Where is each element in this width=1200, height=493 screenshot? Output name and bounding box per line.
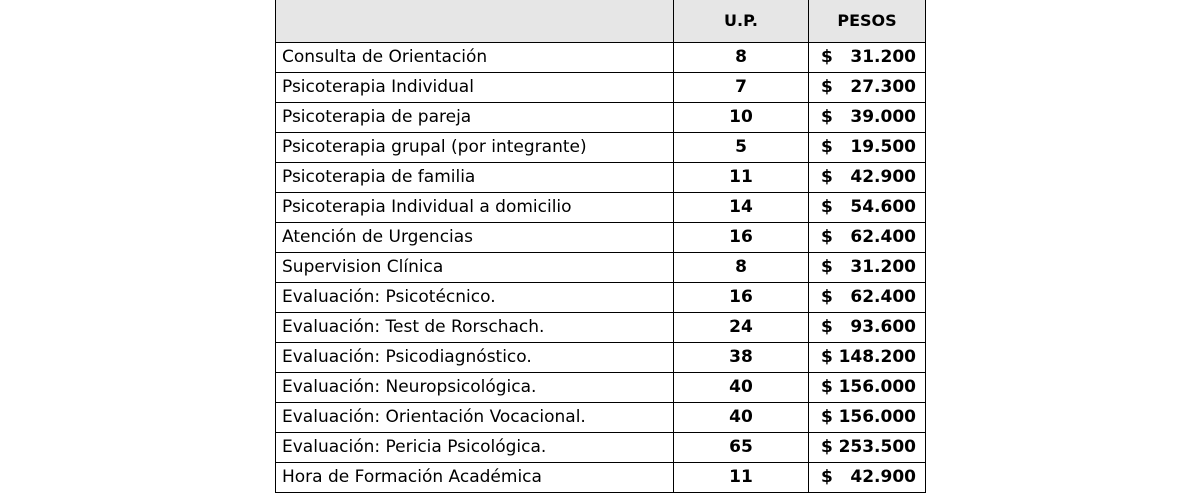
price-amount: 156.000 [838,407,916,427]
pesos-value-cell [809,103,926,133]
service-name-cell: Atención de Urgencias [276,223,674,253]
money-value [821,223,916,252]
price-amount: 148.200 [838,347,916,367]
pesos-value-cell [809,283,926,313]
service-name-cell: Psicoterapia Individual [276,73,674,103]
price-amount: 253.500 [838,437,916,457]
service-name-cell: Evaluación: Test de Rorschach. [276,313,674,343]
price-table [275,0,926,493]
price-amount: 31.200 [850,257,916,277]
money-value [821,373,916,402]
service-name-cell: Evaluación: Orientación Vocacional. [276,403,674,433]
currency-symbol: $ [821,167,833,187]
currency-symbol: $ [821,287,833,307]
pesos-value-cell [809,373,926,403]
money-value [821,433,916,462]
currency-symbol: $ [821,107,833,127]
table-row [276,103,926,133]
price-amount: 39.000 [850,107,916,127]
up-value-cell: 7 [674,73,809,103]
service-name-cell: Psicoterapia grupal (por integrante) [276,133,674,163]
currency-symbol: $ [821,407,833,427]
pesos-value-cell [809,133,926,163]
pesos-value-cell [809,163,926,193]
table-row [276,463,926,493]
money-value [821,193,916,222]
table-row [276,403,926,433]
table-row [276,373,926,403]
service-name-cell: Consulta de Orientación [276,43,674,73]
up-value-cell: 38 [674,343,809,373]
currency-symbol: $ [821,47,833,67]
pesos-value-cell [809,193,926,223]
header-row [276,0,926,43]
header-pesos: PESOS [809,0,926,43]
pesos-value-cell [809,313,926,343]
money-value [821,343,916,372]
money-value [821,163,916,192]
currency-symbol: $ [821,77,833,97]
pesos-value-cell [809,73,926,103]
currency-symbol: $ [821,227,833,247]
pesos-value-cell [809,43,926,73]
table-row [276,133,926,163]
pesos-value-cell [809,463,926,493]
table-row [276,163,926,193]
money-value [821,463,916,492]
price-amount: 62.400 [850,227,916,247]
up-value-cell: 40 [674,373,809,403]
table-body [276,43,926,493]
table-row [276,253,926,283]
table-row [276,193,926,223]
table-row [276,283,926,313]
up-value-cell: 11 [674,463,809,493]
up-value-cell: 5 [674,133,809,163]
service-name-cell: Evaluación: Psicodiagnóstico. [276,343,674,373]
price-amount: 19.500 [850,137,916,157]
currency-symbol: $ [821,137,833,157]
service-name-cell: Hora de Formación Académica [276,463,674,493]
currency-symbol: $ [821,197,833,217]
table-row [276,73,926,103]
money-value [821,253,916,282]
table-row [276,313,926,343]
currency-symbol: $ [821,377,833,397]
price-amount: 156.000 [838,377,916,397]
price-amount: 93.600 [850,317,916,337]
currency-symbol: $ [821,467,833,487]
table-row [276,223,926,253]
up-value-cell: 16 [674,283,809,313]
header-up: U.P. [674,0,809,43]
price-amount: 62.400 [850,287,916,307]
up-value-cell: 8 [674,43,809,73]
currency-symbol: $ [821,257,833,277]
service-name-cell: Evaluación: Neuropsicológica. [276,373,674,403]
pesos-value-cell [809,223,926,253]
service-name-cell: Evaluación: Psicotécnico. [276,283,674,313]
header-service [276,0,674,43]
table-row [276,343,926,373]
up-value-cell: 65 [674,433,809,463]
up-value-cell: 16 [674,223,809,253]
money-value [821,313,916,342]
up-value-cell: 24 [674,313,809,343]
pesos-value-cell [809,343,926,373]
currency-symbol: $ [821,437,833,457]
table-row [276,43,926,73]
up-value-cell: 8 [674,253,809,283]
money-value [821,73,916,102]
up-value-cell: 11 [674,163,809,193]
currency-symbol: $ [821,317,833,337]
up-value-cell: 10 [674,103,809,133]
table-row [276,433,926,463]
service-name-cell: Psicoterapia Individual a domicilio [276,193,674,223]
currency-symbol: $ [821,347,833,367]
service-name-cell: Supervision Clínica [276,253,674,283]
service-name-cell: Psicoterapia de familia [276,163,674,193]
price-amount: 42.900 [850,167,916,187]
price-amount: 54.600 [850,197,916,217]
money-value [821,103,916,132]
service-name-cell: Evaluación: Pericia Psicológica. [276,433,674,463]
money-value [821,133,916,162]
money-value [821,403,916,432]
table-header [276,0,926,43]
up-value-cell: 40 [674,403,809,433]
price-table-sheet [275,0,925,493]
money-value [821,43,916,72]
pesos-value-cell [809,433,926,463]
pesos-value-cell [809,403,926,433]
up-value-cell: 14 [674,193,809,223]
price-amount: 31.200 [850,47,916,67]
pesos-value-cell [809,253,926,283]
money-value [821,283,916,312]
price-amount: 42.900 [850,467,916,487]
price-amount: 27.300 [850,77,916,97]
service-name-cell: Psicoterapia de pareja [276,103,674,133]
